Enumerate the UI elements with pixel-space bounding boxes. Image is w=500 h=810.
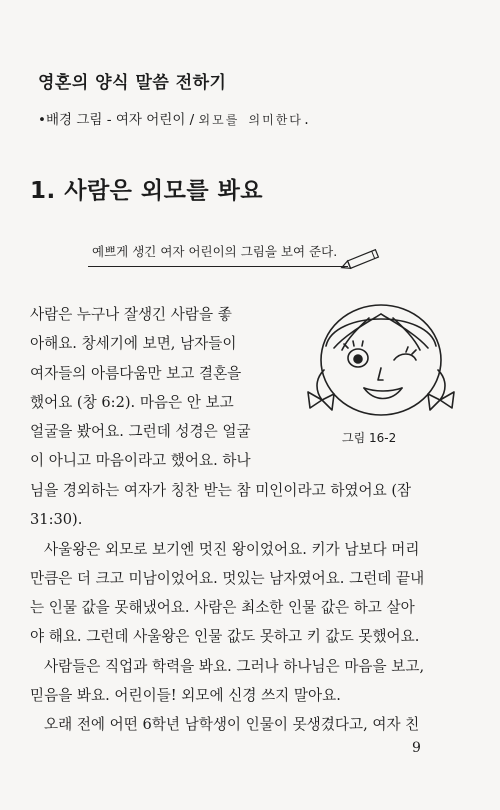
text-line: 얼굴을 봤어요. 그런데 성경은 얼굴	[30, 423, 251, 441]
subtitle	[38, 108, 312, 128]
text-line: 는 인물 값을 못해냈어요. 사람은 최소한 인물 값은 하고 살아	[30, 599, 415, 617]
text-line: 사람은 누구나 잘생긴 사람을 좋	[30, 306, 232, 323]
text-line: 31:30).	[30, 511, 83, 529]
text-line: 믿음을 봐요. 어린이들! 외모에 신경 쓰지 말아요.	[30, 687, 341, 705]
text-line: 아해요. 창세기에 보면, 남자들이	[30, 335, 237, 353]
narrow-paragraph	[30, 300, 272, 476]
subtitle-note: 외모를 의미한다.	[198, 113, 313, 127]
text-line: 님을 경외하는 여자가 칭찬 받는 참 미인이라고 하였어요 (잠	[30, 482, 412, 499]
text-line: 오래 전에 어떤 6학년 남학생이 인물이 못생겼다고, 여자 친	[44, 716, 420, 734]
caption-underline	[88, 266, 348, 267]
text-line: 여자들의 아름다움만 보고 결혼을	[30, 364, 242, 382]
subtitle-prefix: •배경 그림 - 여자 어린이 /	[38, 112, 195, 128]
text-line: 야 해요. 그런데 사울왕은 인물 값도 못하고 키 값도 못했어요.	[30, 628, 420, 646]
text-line: 만큼은 더 크고 미남이었어요. 멋있는 남자였어요. 그런데 끝내	[30, 569, 425, 587]
text-line: 했어요 (창 6:2). 마음은 안 보고	[30, 393, 234, 411]
section-title: 영혼의 양식 말씀 전하기	[38, 73, 227, 93]
wide-paragraph	[30, 476, 450, 740]
text-line: 사람들은 직업과 학력을 봐요. 그러나 하나님은 마음을 보고,	[44, 657, 425, 675]
text-line: 이 아니고 마음이라고 했어요. 하나	[30, 452, 251, 470]
page-number: 9	[412, 740, 421, 756]
illustration-caption: 예쁘게 생긴 여자 어린이의 그림을 보여 준다.	[92, 244, 338, 259]
text-line: 사울왕은 외모로 보기엔 멋진 왕이었어요. 키가 남보다 머리	[44, 540, 420, 558]
chapter-title: 1. 사람은 외모를 봐요	[30, 178, 264, 204]
girl-illustration	[286, 288, 476, 428]
pencil-icon	[338, 246, 388, 272]
figure-label: 그림 16-2	[342, 431, 397, 445]
